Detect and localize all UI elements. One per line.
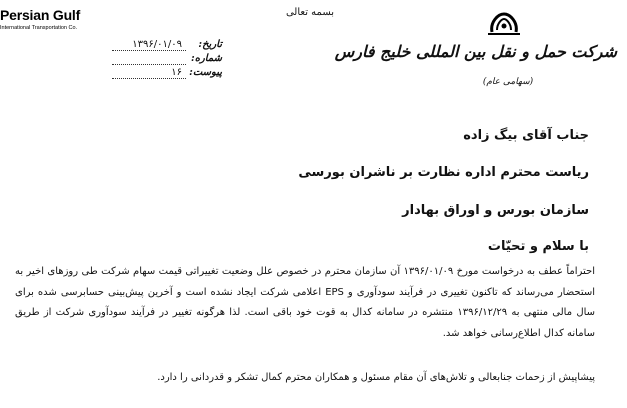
attachment-value: ۱۶	[171, 67, 182, 78]
date-label: تاریخ:	[198, 39, 222, 50]
date-rule	[112, 50, 186, 51]
letter-meta	[112, 38, 222, 82]
addressee-name: جناب آقای بیگ زاده	[463, 128, 589, 143]
number-rule	[112, 64, 186, 65]
meta-date-row	[112, 38, 222, 52]
attachment-rule	[112, 78, 186, 79]
number-label: شماره:	[191, 53, 222, 64]
attachment-label: پیوست:	[189, 67, 222, 78]
closing-paragraph: پیشاپیش از زحمات جنابعالی و تلاش‌های آن مقام مسئول و همکاران محترم کمال تشکر و قدردانی را دارد.	[157, 372, 595, 383]
meta-number-row	[112, 52, 222, 66]
body-paragraph: احتراماً عطف به درخواست مورخ ۱۳۹۶/۰۱/۰۹ آن سازمان محترم در خصوص علل وضعیت تغییراتی قیمت سهام شرکت طی روزهای اخیر به استحضار می‌رساند که تاکنون تغییری در فرآیند سودآوری و EPS اعلامی شرکت ایجاد نشده است و آخرین پیش‌بینی حسابرسی شده برای سال مالی منتهی به ۱۳۹۶/۱۲/۲۹ منتشره در سامانه کدال به قوت خود باقی است. لذا هرگونه تغییر در فرآیند سودآوری شرکت از طریق سامانه کدال اطلاع‌رسانی خواهد شد.	[15, 266, 596, 339]
date-value: ۱۳۹۶/۰۱/۰۹	[132, 39, 182, 50]
company-name: شرکت حمل و نقل بین المللی خلیج فارس	[334, 42, 617, 61]
addressee-organization: سازمان بورس و اوراق بهادار	[402, 203, 589, 218]
basmala: بسمه تعالی	[285, 7, 335, 18]
brand-logo: Persian Gulf	[0, 7, 81, 23]
meta-attachment-row	[112, 66, 222, 80]
addressee-title: ریاست محترم اداره نظارت بر ناشران بورسی	[298, 165, 589, 180]
company-emblem-icon	[484, 8, 524, 38]
greeting: با سلام و تحیّات	[487, 239, 589, 254]
brand-subtitle: International Transportation Co.	[0, 25, 78, 31]
company-type: (سهامی عام)	[482, 77, 534, 87]
